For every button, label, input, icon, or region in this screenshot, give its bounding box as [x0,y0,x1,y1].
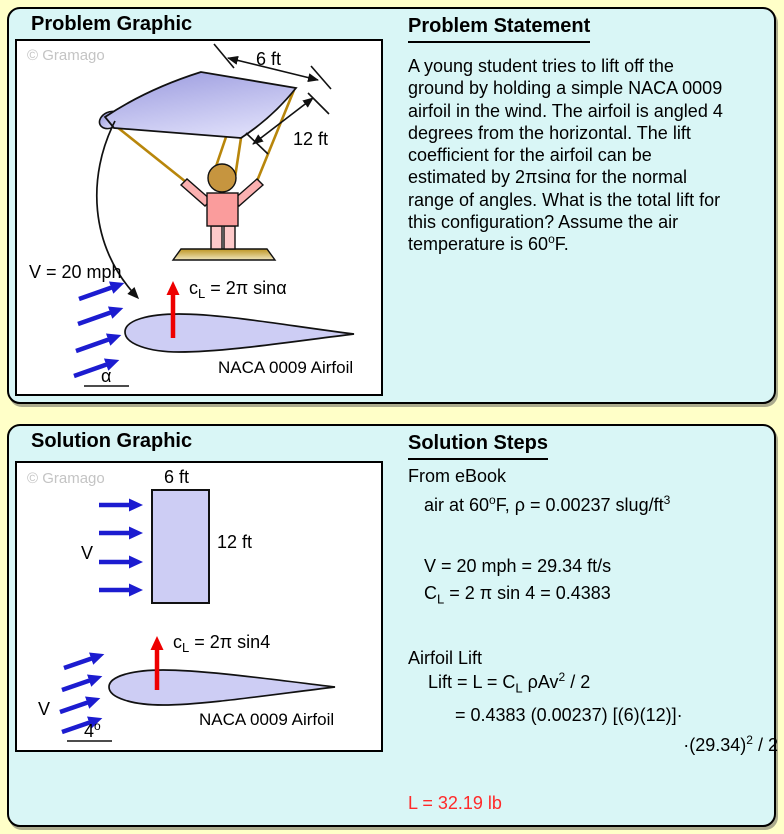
cl-symbol: C [424,583,437,603]
dim-12ft-label: 12 ft [217,532,253,552]
watermark: © Gramago [27,47,105,64]
solution-steps-title: Solution Steps [408,432,548,460]
problem-graphic-drawing [17,41,381,394]
angle-number: 4 [84,721,95,741]
step-airfoil-lift-header: Airfoil Lift [408,648,483,668]
air-mid: F, ρ = 0.00237 slug/ft [495,495,664,515]
alpha-label: α [101,366,112,386]
velocity-label-lower: V [38,699,51,719]
airfoil-section [125,314,354,352]
airfoil-section [109,670,335,705]
cl-value: = 2 π sin 4 = 0.4383 [444,583,611,603]
person-left-leg [211,226,222,249]
statement-last-line [408,233,778,255]
angle-degree-superscript: o [94,719,101,733]
step-result: L = 32.19 lb [408,793,502,813]
dim-6ft-label: 6 ft [164,467,190,487]
dim-12ft-label: 12 ft [293,129,329,149]
statement-line: range of angles. What is the total lift for [408,189,721,210]
lift-post: / 2 [565,672,591,692]
airfoil-name-label: NACA 0009 Airfoil [218,358,354,377]
step-velocity: V = 20 mph = 29.34 ft/s [424,556,612,576]
statement-line: ground by holding a simple NACA 0009 [408,78,723,99]
problem-statement-column [408,15,778,256]
statement-lines [408,55,778,233]
person-right-leg [224,226,235,249]
degree-superscript: o [489,493,496,507]
squared-superscript: 2 [746,733,753,747]
lift-pre: Lift = L = C [428,672,516,692]
wind-arrows [74,287,113,376]
squared-superscript: 2 [558,670,566,684]
air-pre: air at 60 [424,495,490,515]
step-calc-line2 [408,735,778,756]
lift-coefficient-label [189,278,287,301]
statement-line: airfoil in the wind. The airfoil is angled 4 [408,100,723,121]
wind-speed-label: V = 20 mph [29,262,122,282]
watermark: © Gramago [27,470,105,487]
statement-line: this configuration? Assume the air [408,212,679,233]
solution-graphic-drawing [17,463,381,750]
calc2-post: / 2 [752,735,778,755]
wind-arrows-planform [99,505,131,590]
ground [173,249,275,260]
cl-formula: = 2π sin4 [189,632,271,652]
calc2-pre: ·(29.34) [683,735,747,755]
step-calc-line1: = 0.4383 (0.00237) [(6)(12)]· [455,705,683,725]
problem-statement-text [408,55,778,256]
cl-symbol: c [189,278,198,298]
person-head [208,164,236,192]
lift-mid: ρAv [522,672,559,692]
problem-graphic-box [15,39,383,396]
dim-6ft-label: 6 ft [256,49,282,69]
statement-last-post: F. [554,234,569,255]
velocity-label-upper: V [81,543,94,563]
wing-planform-rect [152,490,209,603]
solution-panel [7,424,776,827]
cl-symbol: c [173,632,182,652]
lift-subscript: L [515,680,523,696]
problem-graphic-title: Problem Graphic [31,13,193,35]
step-lift-formula [428,670,784,696]
solution-graphic-box [15,461,383,752]
statement-line: degrees from the horizontal. The lift [408,122,691,143]
lift-coefficient-label [173,632,270,655]
cl-subscript: L [198,286,206,301]
statement-line: estimated by 2πsinα for the normal [408,167,687,188]
problem-panel [7,7,776,404]
cl-subscript: L [182,640,190,655]
step-air-density [424,495,784,516]
step-from-ebook: From eBook [408,466,507,486]
solution-steps-column [408,432,778,460]
wing-planform [105,72,296,138]
person-torso [207,193,238,226]
statement-line: coefficient for the airfoil can be [408,145,652,166]
step-lift-coefficient [424,583,784,607]
angle-label [84,719,101,741]
statement-line: A young student tries to lift off the [408,56,674,76]
airfoil-name-label: NACA 0009 Airfoil [199,710,335,729]
statement-last-pre: temperature is 60 [408,234,549,255]
person-figure [173,164,275,260]
cl-formula: = 2π sinα [205,278,287,298]
solution-graphic-title: Solution Graphic [31,430,193,452]
degree-superscript: o [548,232,555,247]
cubed-superscript: 3 [663,493,671,507]
problem-statement-title: Problem Statement [408,15,590,43]
cl-subscript: L [437,591,445,607]
